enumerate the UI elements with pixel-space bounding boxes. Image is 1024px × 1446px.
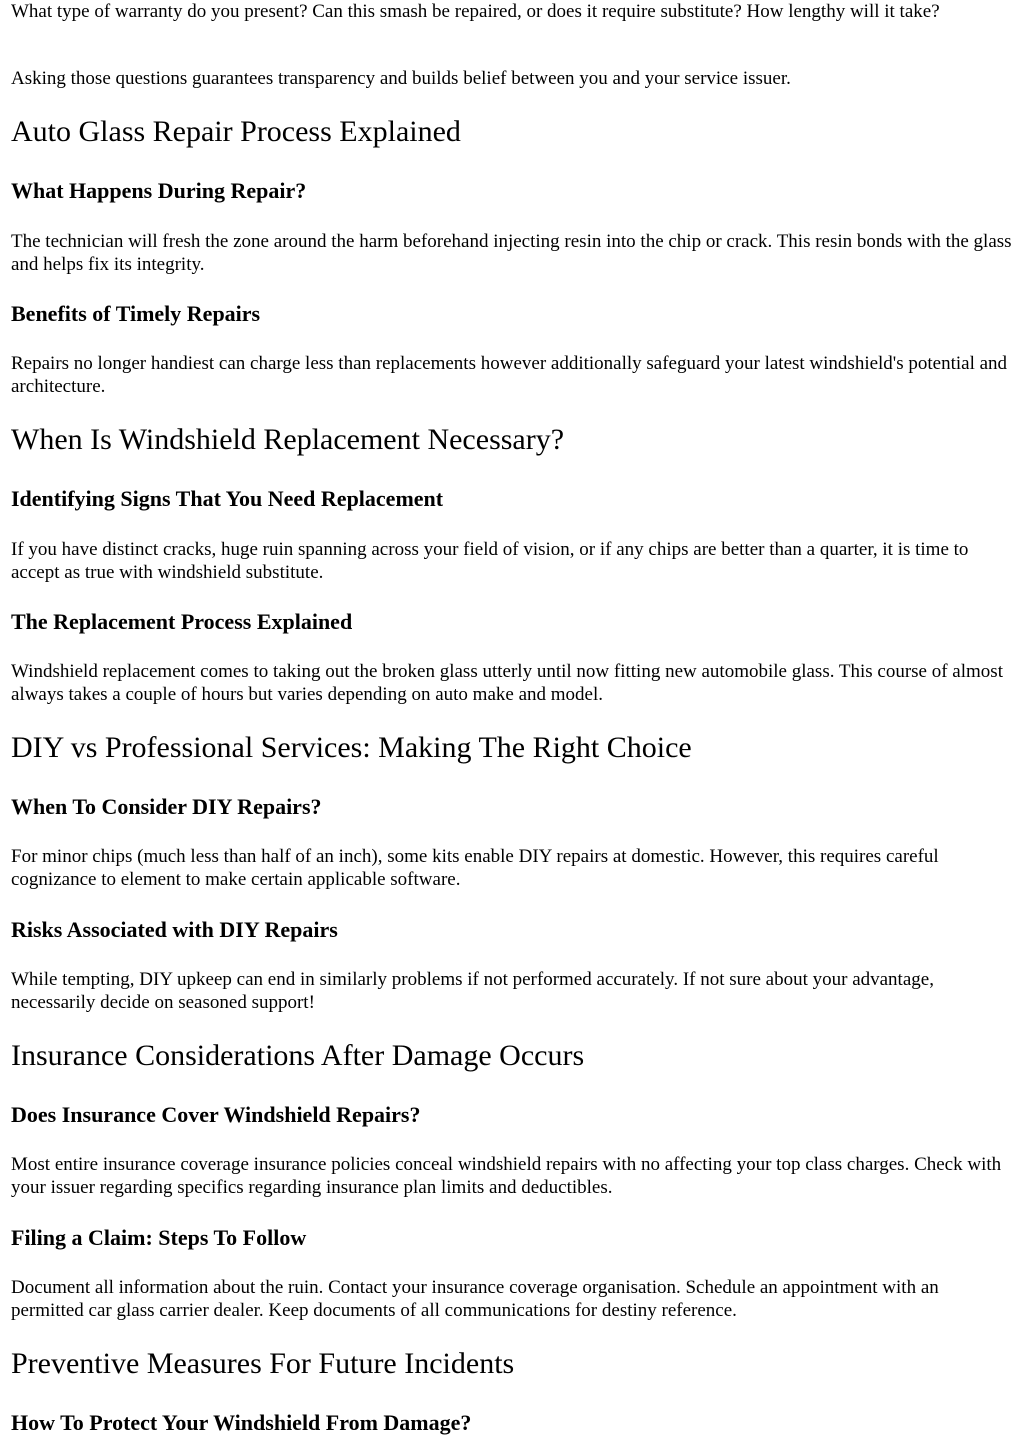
subheading-what-happens: What Happens During Repair? [11, 178, 307, 203]
paragraph-what-happens: The technician will fresh the zone around the harm beforehand injecting resin into the chip or crack. This resin bonds with the glass and helps fix its integrity. [11, 231, 1012, 275]
section-heading-replacement-necessary: When Is Windshield Replacement Necessary? [11, 423, 565, 456]
intro-paragraph-warranty: What type of warranty do you present? Can this smash be repaired, or does it require substitute? How lengthy will it take? [11, 1, 940, 22]
section-heading-insurance: Insurance Considerations After Damage Occurs [11, 1039, 585, 1072]
paragraph-signs-replacement: If you have distinct cracks, huge ruin spanning across your field of vision, or if any chips are better than a quarter, it is time to accept as true with windshield substitute. [11, 539, 969, 583]
section-heading-diy-vs-professional: DIY vs Professional Services: Making The Right Choice [11, 731, 692, 764]
subheading-protect-windshield: How To Protect Your Windshield From Damage? [11, 1410, 472, 1435]
paragraph-diy-risks: While tempting, DIY upkeep can end in similarly problems if not performed accurately. If not sure about your advantage, necessarily decide on seasoned support! [11, 969, 934, 1013]
paragraph-insurance-cover: Most entire insurance coverage insurance policies conceal windshield repairs with no affecting your top class charges. Check with your issuer regarding specifics regarding insurance plan limits and deductibles. [11, 1154, 1002, 1198]
intro-paragraph-transparency: Asking those questions guarantees transparency and builds belief between you and your service issuer. [11, 68, 791, 89]
section-heading-repair-process: Auto Glass Repair Process Explained [11, 115, 461, 148]
subheading-signs-replacement: Identifying Signs That You Need Replacement [11, 486, 444, 511]
paragraph-consider-diy: For minor chips (much less than half of an inch), some kits enable DIY repairs at domestic. However, this requires careful cognizance to element to make certain applicable software. [11, 846, 939, 890]
subheading-consider-diy: When To Consider DIY Repairs? [11, 794, 322, 819]
subheading-filing-claim: Filing a Claim: Steps To Follow [11, 1225, 307, 1250]
section-heading-preventive-measures: Preventive Measures For Future Incidents [11, 1347, 515, 1380]
subheading-diy-risks: Risks Associated with DIY Repairs [11, 917, 338, 942]
subheading-timely-repairs: Benefits of Timely Repairs [11, 301, 261, 326]
paragraph-timely-repairs: Repairs no longer handiest can charge less than replacements however additionally safeguard your latest windshield's potential and architecture. [11, 353, 1008, 397]
paragraph-replacement-process: Windshield replacement comes to taking out the broken glass utterly until now fitting new automobile glass. This course of almost always takes a couple of hours but varies depending on auto make and model. [11, 661, 1003, 705]
subheading-replacement-process: The Replacement Process Explained [11, 609, 353, 634]
subheading-insurance-cover: Does Insurance Cover Windshield Repairs? [11, 1102, 421, 1127]
paragraph-filing-claim: Document all information about the ruin. Contact your insurance coverage organisation. Schedule an appointment with an permitted car glass carrier dealer. Keep documents of all communications for destiny reference. [11, 1277, 939, 1321]
